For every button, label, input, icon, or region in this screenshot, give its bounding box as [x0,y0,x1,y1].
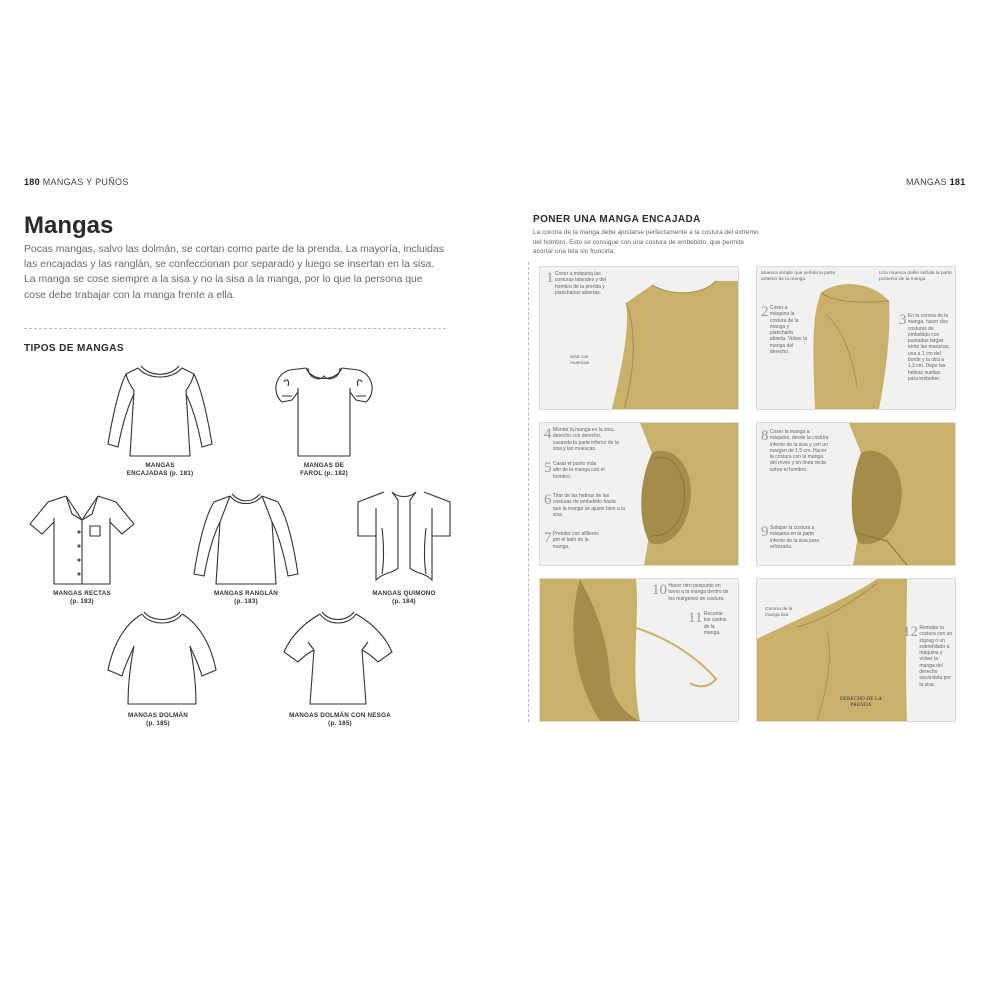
step-7: 7 Prender con alfileres por el lado de la manga. [544,530,599,550]
garment-caption-set-in: MANGAS ENCAJADAS (p. 181) [126,462,194,477]
step-panel-6 [756,578,956,722]
step-8: 8 Coser la manga a máquina, desde la costura inferior de la sisa y con un margen de 1,5 cm. Hacer la costura con la manga del revés y en línea recta sobre el hombro. [761,428,829,473]
step-6: 6 Tirar de las hebras de las costuras de embebido hasta que la manga se ajuste bien a la sisa. [544,492,625,518]
label-front-notch: Muesca simple que señala la parte anterior de la manga [761,271,836,282]
label-right-side: DERECHO DE LA PRENDA [839,697,883,709]
left-running-title: MANGAS Y PUÑOS [42,177,129,187]
right-running-title: MANGAS [906,177,947,187]
step-10: 10 Hacer otro pespunte en torno a la manga dentro de los márgenes de costura. [652,582,729,602]
step-3: 3 En la corona de la manga, hacer dos costuras de embebido con puntadas largas entre las muescas, una a 1 cm del borde y la otra a 1,3 cm. Dejar las hebras sueltas para embeber. [899,312,950,382]
garment-caption-dolman: MANGAS DOLMÁN (p. 185) [128,712,188,727]
step-2: 2 Coser a máquina la costura de la manga y plancharla abierta. Volver la manga del derecho. [761,304,808,356]
puff-sleeve-blouse-icon [268,360,380,460]
page-title: Mangas [24,212,114,239]
label-smooth-crown: Corona de la manga lisa [765,607,793,618]
garment-caption-puff: MANGAS DE FAROL (p. 182) [300,462,348,477]
step-11: 11 Recortar los cantos de la manga. [688,610,727,636]
step-4: 4 Montar la manga en la sisa, derecho con derecho, casando la parte inferior de la sisa y las muescas. [544,426,619,452]
garment-caption-gusseted-dolman: MANGAS DOLMÁN CON NESGA (p. 185) [289,712,391,727]
step-panel-1 [539,266,739,410]
gusseted-dolman-top-icon [280,606,396,710]
step-1: 1 Coser a máquina las costuras laterales y del hombro de la prenda y plancharlas abiertas. [546,270,607,296]
step-9: 9 Solapar la costura a máquina en la parte inferior de la sisa para reforzarla. [761,524,820,550]
label-back-notch: Una muesca doble señala la parte posterior de la manga [879,271,952,282]
section-divider [24,328,446,329]
step-panel-5 [539,578,739,722]
step-12: 12 Rematar la costura con un zigzag o un sobrehilado a máquina y volver la manga del derecho sacándola por la sisa. [903,624,953,688]
garment-caption-kimono: MANGAS QUIMONO (p. 184) [372,590,436,605]
step-5: 5 Casar el punto más alto de la manga con el hombro. [544,460,605,480]
garment-caption-straight: MANGAS RECTAS (p. 183) [53,590,111,605]
left-running-head [24,177,129,187]
right-running-head [906,177,966,187]
set-in-sleeve-top-icon [100,360,220,460]
garment-caption-raglan: MANGAS RANGLÁN (p. 183) [213,590,279,605]
dolman-sleeve-top-icon [104,606,220,710]
section-title-sleeve-types: TIPOS DE MANGAS [24,343,124,354]
label-armhole-notches: Sisa con muescas [570,355,590,366]
shirt-sleeve-icon [26,490,138,590]
set-in-intro: La corona de la manga debe ajustarse perfectamente a la costura del extremo del hombro. Esto se consigue con una costura de embebido, que permite acortar una tela sin fruncirla. [533,229,759,256]
dashed-guide-line [528,262,529,722]
left-page-number: 180 [24,177,40,187]
right-page-number: 181 [949,177,966,187]
intro-paragraph: Pocas mangas, salvo las dolmán, se cortan como parte de la prenda. La mayoría, incluidas las encajadas y las ranglán, se confeccionan por separado y luego se insertan en la sisa. La manga se cose siempre a la sisa y no la sisa a la manga, por lo que la persona que cose debe trabajar con la manga frente a ella. [24,244,444,301]
step-panel-3 [539,422,739,566]
section-title-set-in: PONER UNA MANGA ENCAJADA [533,214,701,225]
step-panel-2 [756,266,956,410]
kimono-sleeve-jacket-icon [354,488,454,588]
raglan-sleeve-top-icon [186,488,306,588]
step-panel-4 [756,422,956,566]
